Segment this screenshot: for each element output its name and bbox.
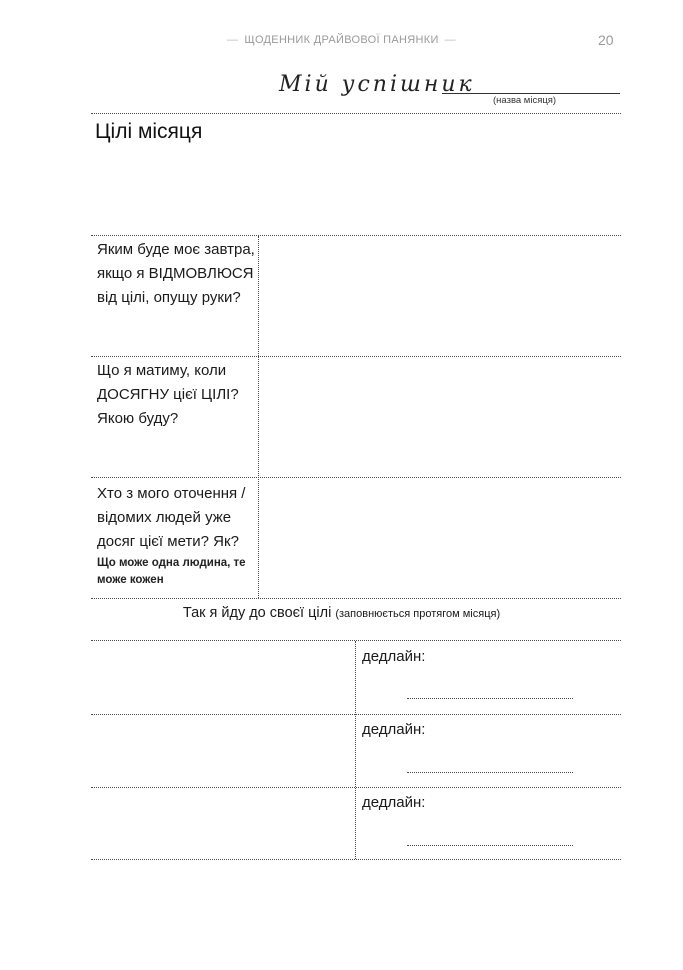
step-area-3[interactable] [93, 790, 353, 857]
table-divider-1 [91, 235, 621, 236]
progress-title [0, 605, 683, 621]
running-header [0, 34, 683, 46]
answer-area-3[interactable] [260, 479, 620, 597]
progress-divider-3 [91, 787, 621, 788]
progress-column-divider [355, 641, 356, 859]
question-3-line-3: досяг цієї мети? Як? [97, 533, 239, 550]
progress-divider-2 [91, 714, 621, 715]
deadline-label-2: дедлайн: [362, 721, 426, 738]
table-divider-2 [91, 356, 621, 357]
header-dash-right: — [444, 34, 456, 46]
question-3-line-1: Хто з мого оточення / [97, 485, 246, 502]
header-divider [91, 113, 621, 114]
deadline-field-3[interactable] [407, 845, 573, 846]
progress-divider-1 [91, 640, 621, 641]
question-2-line-1: Що я матиму, коли [97, 362, 227, 379]
running-title: ЩОДЕННИК ДРАЙВОВОЇ ПАНЯНКИ [244, 34, 439, 46]
script-title: Мій успішник [279, 72, 475, 97]
question-2-line-2: ДОСЯГНУ цієї ЦІЛІ? [97, 386, 239, 403]
month-caption: (назва місяця) [493, 95, 557, 106]
deadline-label-3: дедлайн: [362, 794, 426, 811]
question-3 [97, 482, 257, 589]
question-1-line-3: від цілі, опущу руки? [97, 289, 241, 306]
deadline-label-1: дедлайн: [362, 648, 426, 665]
question-1 [97, 238, 257, 310]
section-title: Цілі місяця [95, 120, 203, 143]
answer-area-2[interactable] [260, 358, 620, 476]
step-area-2[interactable] [93, 717, 353, 785]
deadline-field-1[interactable] [407, 698, 573, 699]
progress-divider-4 [91, 859, 621, 860]
question-1-line-1: Яким буде моє завтра, [97, 241, 255, 258]
question-2-line-3: Якою буду? [97, 410, 179, 427]
header-dash-left: — [227, 34, 239, 46]
progress-title-text: Так я йду до своєї цілі [182, 605, 332, 621]
progress-subtitle: (заповнюється протягом місяця) [335, 608, 501, 620]
answer-area-1[interactable] [260, 237, 620, 355]
table-divider-4 [91, 598, 621, 599]
step-area-1[interactable] [93, 643, 353, 712]
question-2 [97, 359, 257, 431]
question-3-note: Що може одна людина, те може кожен [97, 557, 246, 586]
question-1-line-2: якщо я ВІДМОВЛЮСЯ [97, 265, 254, 282]
deadline-field-2[interactable] [407, 772, 573, 773]
table-divider-3 [91, 477, 621, 478]
month-name-line[interactable] [442, 93, 620, 94]
question-3-line-2: відомих людей уже [97, 509, 232, 526]
page-number: 20 [598, 32, 614, 48]
table-column-divider [258, 236, 259, 598]
